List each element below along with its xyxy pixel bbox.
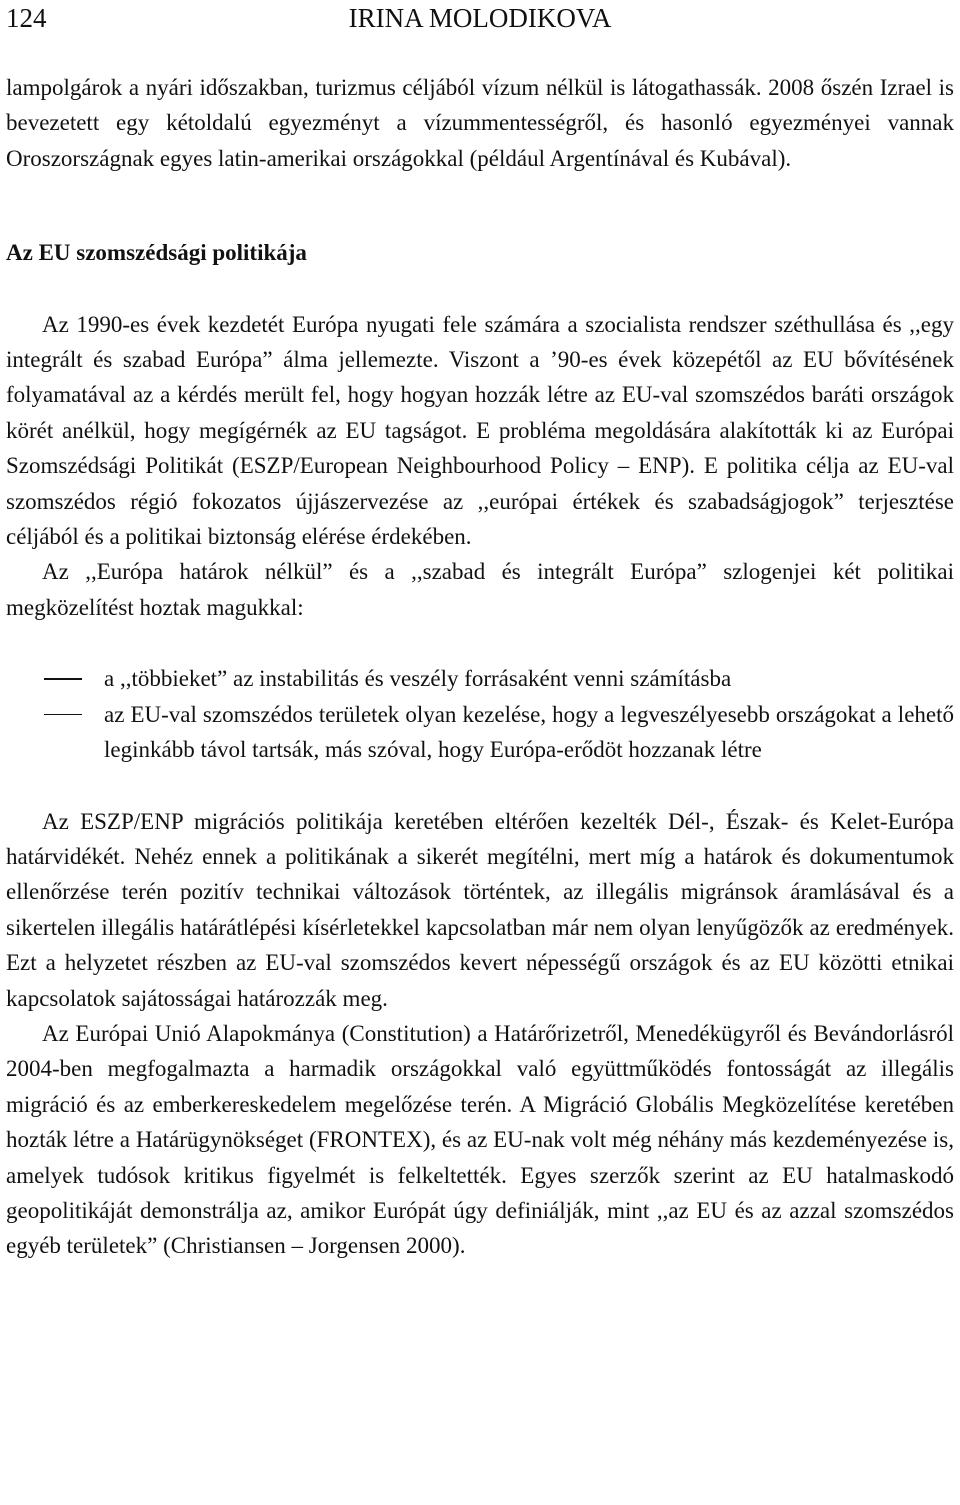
- list-item-text: az EU-val szomszédos területek olyan kezelése, hogy a legveszélyesebb országokat a lehető leginkább távol tartsák, más szóval, hogy Európa-erődöt hozzanak létre: [104, 701, 954, 763]
- paragraph-1: lampolgárok a nyári időszakban, turizmus céljából vízum nélkül is látogathassák. 2008 őszén Izrael is bevezetett egy kétoldalú egyezményt a vízummentességről, és hasonló egyezményei vannak Oroszországnak egyes latin-amerikai országokkal (például Argentínával és Kubával).: [6, 75, 954, 171]
- paragraph-5: Az Európai Unió Alapokmánya (Constitution) a Határőrizetről, Menedékügyről és Bevándorlásról 2004-ben megfogalmazta a harmadik országokkal való együttműködés fontosságát az illegális migráció és az emberkereskedelem megelőzése terén. A Migráció Globális Megközelítése keretében hozták létre a Határügynökséget (FRONTEX), és az EU-nak volt még néhány más kezdeményezése is, amelyek tudósok kritikus figyelmét is felkeltették. Egyes szerzők szerint az EU hatalmaskodó geopolitikáját demonstrálja az, amikor Európát úgy definiálják, mint ,,az EU és az azzal szomszédos egyéb területek” (Christiansen – Jorgensen 2000).: [6, 1020, 954, 1259]
- paragraph-3: Az ,,Európa határok nélkül” és a ,,szabad és integrált Európa” szlogenjei két politikai megközelítést hoztak magukkal:: [6, 559, 954, 620]
- dash-bullet-icon: [44, 714, 82, 716]
- page-number: 124: [6, 3, 47, 33]
- list-item-text: a ,,többieket” az instabilitás és veszély forrásaként venni számításba: [104, 666, 732, 692]
- section-heading: Az EU szomszédsági politikája: [6, 240, 307, 266]
- list-item: [6, 661, 954, 696]
- page-header: [6, 0, 954, 40]
- paragraph-2: Az 1990-es évek kezdetét Európa nyugati fele számára a szocialista rendszer széthullása és ,,egy integrált és szabad Európa” álma jellemezte. Viszont a ’90-es évek közepétől az EU bővítésének folyamatával az a kérdés merült fel, hogy hogyan hozzák létre az EU-val szomszédos baráti országok körét anélkül, hogy megígérnék az EU tagságot. E probléma megoldására alakították ki az Európai Szomszédsági Politikát (ESZP/European Neighbourhood Policy – ENP). E politika célja az EU-val szomszédos régió fokozatos újjászervezése az ,,európai értékek és szabadságjogok” terjesztése céljából és a politikai biztonság elérése érdekében.: [6, 311, 954, 550]
- running-head: IRINA MOLODIKOVA: [348, 3, 612, 33]
- dash-bullet-icon: [44, 678, 82, 680]
- document-body: [6, 70, 954, 1264]
- list-item: [6, 697, 954, 768]
- dash-list: [6, 661, 954, 767]
- paragraph-4: Az ESZP/ENP migrációs politikája keretében eltérően kezelték Dél-, Észak- és Kelet-Európa határvidékét. Nehéz ennek a politikának a sikerét megítélni, mert míg a határok és dokumentumok ellenőrzése terén pozitív technikai változások történtek, az illegális migránsok áramlásával és a sikertelen illegális határátlépési kísérletekkel kapcsolatban már nem olyan lenyűgözők az eredmények. Ezt a helyzetet részben az EU-val szomszédos kevert népességű országok és az EU közötti etnikai kapcsolatok sajátosságai határozzák meg.: [6, 808, 954, 1011]
